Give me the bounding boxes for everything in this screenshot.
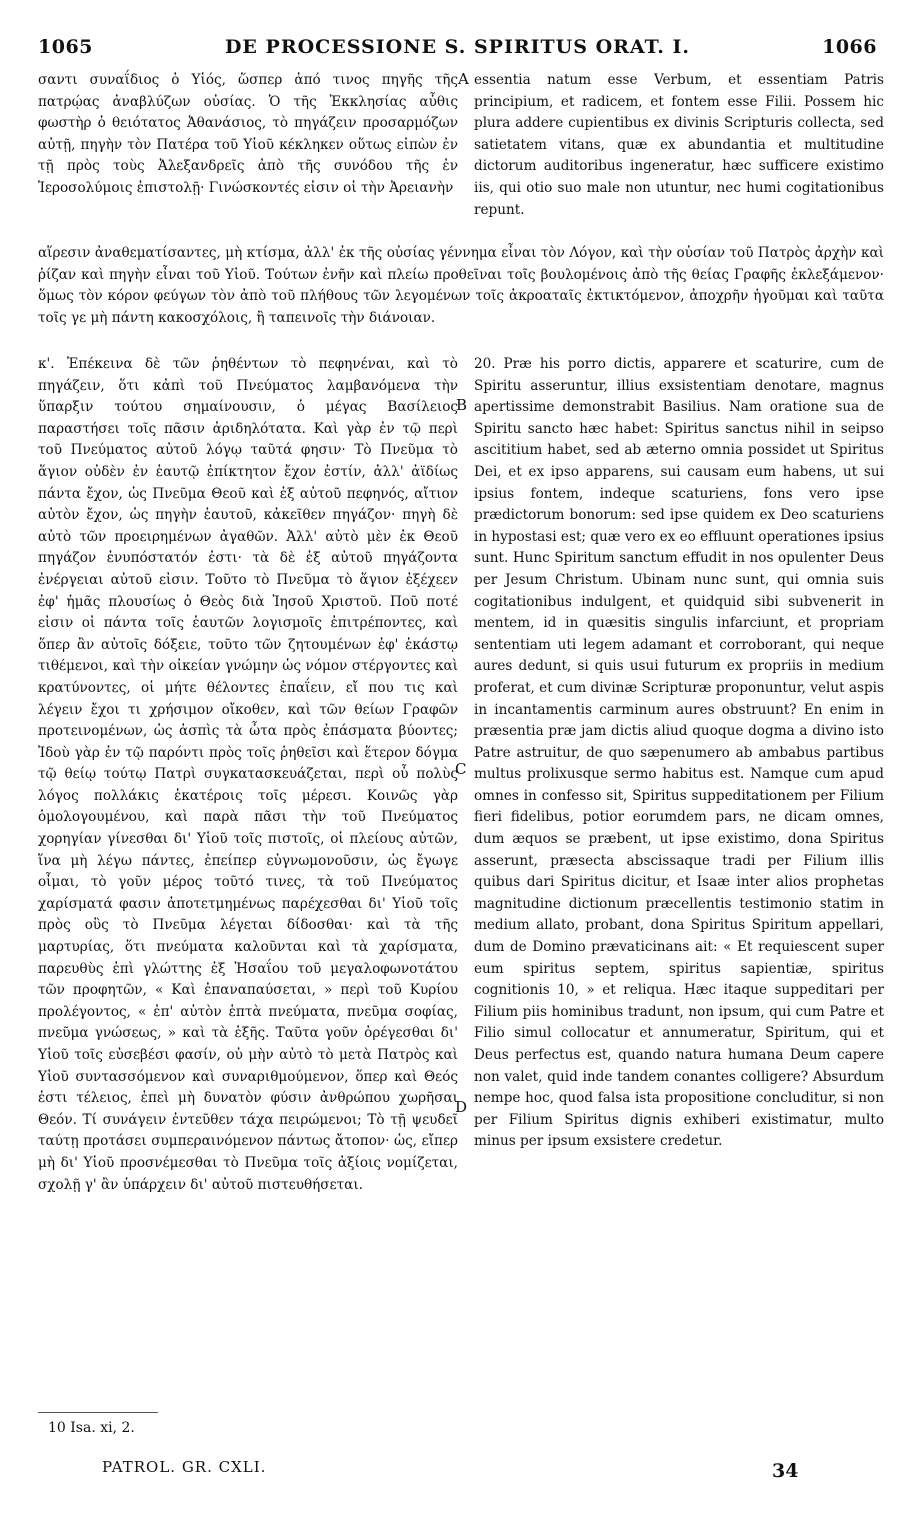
section-marker-d: D [455,1098,468,1116]
greek-text-top: σαντι συναΐδιος ὁ Υἱός, ὥσπερ ἀπό τινος πηγῆς τῆς πατρῴας ἀναβλύζων οὐσίας. Ὁ τῆς Ἐκκλησίας αὖθις φωστὴρ ὁ θειότατος Ἀθανάσιος, τὸ πηγάζειν προσαρμόζων αὐτῇ, πηγὴν τὸν Πατέρα τοῦ Υἱοῦ κέκληκεν οὕτως εἰπὼν ἐν τῇ πρὸς τοὺς Ἀλεξανδρεῖς ἀπὸ τῆς συνόδου τῆς ἐν Ἱεροσολύμοις ἐπιστολῇ· Γινώσκοντές εἰσιν οἱ τὴν Ἀρειανὴν [38,72,458,196]
page-number-left: 1065 [38,36,93,58]
latin-text-top: essentia natum esse Verbum, et essentiam Patris principium, et radicem, et fontem esse Filii. Possem hic plura addere cupientibus ex divinis Scripturis collecta, sed satietatem vitans, quæ ex abundantia et multitudine dictorum auditoribus ingeneratur, hæc sufficere existimo iis, qui otio suo male non utuntur, nec humi cogitationibus repunt. [474,72,884,218]
page-number-right: 1066 [822,36,877,58]
footnote: 10 Isa. xi, 2. [48,1420,135,1436]
section-marker-b: B [456,396,468,414]
section-marker-c: C [455,760,467,778]
greek-column: κ'. Ἐπέκεινα δὲ τῶν ῥηθέντων τὸ πεφηνέναι, καὶ τὸ πηγάζειν, ὅτι κἀπὶ τοῦ Πνεύματος λαμβανόμενα τὴν ὕπαρξιν τούτου σημαίνουσιν, ὁ μέγας Βασίλειος παραστήσει τοῖς πᾶσιν ἀριδηλότατα. Καὶ γὰρ ἐν τῷ περὶ τοῦ Πνεύματος αὐτοῦ λόγῳ ταῦτά φησιν· Τὸ Πνεῦμα τὸ ἅγιον οὐδὲν ἐν ἑαυτῷ ἐπίκτητον ἔχον ἐστίν, ἀλλ' ἀϊδίως πάντα ἔχον, ὡς Πνεῦμα Θεοῦ καὶ ἐξ αὐτοῦ πεφηνός, αἴτιον αὐτὸν ἔχον, ὡς πηγὴν ἑαυτοῦ, κἀκεῖθεν πηγάζον· πηγὴ δὲ αὐτὸ τῶν προειρημένων ἀγαθῶν. Ἀλλ' αὐτὸ μὲν ἐκ Θεοῦ πηγάζον ἐνυπόστατόν ἐστι· τὰ δὲ ἐξ αὐτοῦ πηγάζοντα ἐνέργειαι αὐτοῦ εἰσιν. Τοῦτο τὸ Πνεῦμα τὸ ἅγιον ἐξέχεεν ἐφ' ἡμᾶς πλουσίως ὁ Θεὸς διὰ Ἰησοῦ Χριστοῦ. Ποῦ ποτέ εἰσιν οἱ πάντα τοῖς ἑαυτῶν λογισμοῖς ἐπιτρέποντες, καὶ ὅπερ ἂν αὐτοῖς δόξειε, τοῦτο τῶν ζητουμένων ἐφ' ἑκάστῳ τιθέμενοι, καὶ τὴν οἰκείαν γνώμην ὡς νόμον στέργοντες καὶ κρατύνοντες, οἱ μήτε θέλοντες ἐπαΐειν, εἴ που τις καὶ λέγειν ἔχοι τι χρήσιμον οἴκοθεν, καὶ τῶν θείων Γραφῶν προτεινομένων, ὡς ἀσπὶς τὰ ὦτα πρὸς ἐπάσματα βύοντες; Ἰδοὺ γὰρ ἐν τῷ παρόντι πρὸς τοῖς ῥηθεῖσι καὶ ἕτερον δόγμα τῷ θείῳ τούτῳ Πατρὶ συγκατασκευάζεται, περὶ οὗ πολὺς λόγος πολλάκις ἑκατέροις τοῖς μέρεσι. Κοινῶς γὰρ ὁμολογουμένου, καὶ παρὰ πᾶσι τὴν τοῦ Πνεύματος χορηγίαν γίνεσθαι δι' Υἱοῦ τοῖς πιστοῖς, οἱ πλείους αὐτῶν, ἵνα μὴ λέγω πάντες, ἐπείπερ εὐγνωμονοῦσιν, ὡς ἔγωγε οἶμαι, τὸ γοῦν μέρος τοῦτό τινες, τὰ τοῦ Πνεύματος χαρίσματά φασιν ἀποτετμημένως παρέχεσθαι δι' Υἱοῦ τοῖς πρὸς οὓς τὸ Πνεῦμα λέγεται δίδοσθαι· καὶ τὰ τῆς μαρτυρίας, ὅτι πνεύματα καλοῦνται καὶ τὰ χαρίσματα, παρευθὺς ἐπὶ γλώττης ἐξ Ἡσαΐου τοῦ μεγαλοφωνοτάτου τῶν προφητῶν, « Καὶ ἐπαναπαύσεται, » περὶ τοῦ Κυρίου προλέγοντος, « ἐπ' αὐτὸν ἑπτὰ πνεύματα, πνεῦμα σοφίας, πνεῦμα γνώσεως, » καὶ τὰ ἑξῆς. Ταῦτα γοῦν ὀρέγεσθαι δι' Υἱοῦ τοῖς εὐσεβέσι φασίν, οὐ μὴν αὐτὸ τὸ μετὰ Πατρὸς καὶ Υἱοῦ συντασσόμενον καὶ συναριθμούμενον, ὅπερ καὶ Θεός ἐστι τέλειος, ἐπεὶ μὴ δυνατὸν φύσιν ἀνθρώπου χωρῆσαι Θεόν. Τί συνάγειν ἐντεῦθεν τάχα πειρώμενοι; Τὸ τῇ ψευδεῖ ταύτῃ προτάσει συμπεραινόμενον πάντως ἄτοπον· ὡς, εἴπερ μὴ δι' Υἱοῦ προσνέμεσθαι τὸ Πνεῦμα τοῖς ἀξίοις νομίζεται, σχολῇ γ' ἂν ὑπάρχειν δι' αὐτοῦ πιστευθήσεται. [38,356,458,1193]
signature-mark: PATROL. GR. CXLI. [102,1458,267,1476]
sheet-number: 34 [772,1460,799,1482]
latin-column: 20. Præ his porro dictis, apparere et scaturire, cum de Spiritu asseruntur, illius exsistentiam denotare, magnus apertissime demonstrabit Basilius. Nam oratione sua de Spiritu sancto hæc habet: Spiritus sanctus nihil in seipso ascititium habet, sed ab æterno omnia possidet ut Spiritus Dei, et ex ipso apparens, sui causam eum habens, ut sui ipsius fontem, indeque scaturiens, fons vero ipse prædictorum bonorum: sed ipse quidem ex Deo scaturiens in hypostasi est; quæ vero ex eo effluunt operationes ipsius sunt. Hunc Spiritum sanctum effudit in nos opulenter Deus per Jesum Christum. Ubinam nunc sunt, qui omnia suis cogitationibus indulgent, et quidquid sibi subvenerit in mentem, id in quæsitis singulis infarciunt, et propriam sententiam uti legem adamant et corroborant, qui neque aures dedunt, si quis usui futurum ex propriis in medium proferat, et cum divinæ Scripturæ proponuntur, velut aspis in incantamentis carminum aures obstruunt? En enim in præsentia præ jam dictis aliud quoque dogma a divino isto Patre astruitur, de quo sæpenumero ab ambabus partibus multus prolixusque sermo habitus est. Namque cum apud omnes in confesso sit, Spiritus suppeditationem per Filium fieri fidelibus, potior eorumdem pars, ne dicam omnes, dum æquos se præbent, ut ipse existimo, dona Spiritus asserunt, præsecta abscissaque tradi per Filium illis quibus dari Spiritus dicitur, et Isaæ inter alios prophetas magnitudine dictionum præcellentis testimonio statim in medium allato, probant, dona Spiritus Spiritum appellari, dum de Domino prævaticinans ait: « Et requiescent super eum spiritus septem, spiritus sapientiæ, spiritus cognitionis 10, » et reliqua. Hæc itaque suppeditari per Filium piis hominibus tradunt, non ipsum, qui cum Patre et Filio simul collocatur et annumeratur, Spiritum, qui et Deus perfectus est, quando natura humana Deum capere non valet, quid inde tandem conantes colligere? Absurdum nempe hoc, quod falsa ista propositione concluditur, si non per Filium Spiritus dignis exhiberi existimatur, multo minus per ipsum exsistere credetur. [474,356,885,1150]
footnote-divider [38,1412,158,1413]
running-title: DE PROCESSIONE S. SPIRITUS ORAT. I. [224,36,691,58]
page-header [38,36,877,62]
greek-text-fullwidth: αἵρεσιν ἀναθεματίσαντες, μὴ κτίσμα, ἀλλ' ἐκ τῆς οὐσίας γέννημα εἶναι τὸν Λόγον, καὶ τὴν οὐσίαν τοῦ Πατρὸς ἀρχὴν καὶ ῥίζαν καὶ πηγὴν εἶναι τοῦ Υἱοῦ. Τούτων ἐνῆν καὶ πλείω προθεῖναι τοῖς βουλομένοις ἀπὸ τῆς θείας Γραφῆς ἐκλεξάμενον· ὅμως τὸν κόρον φεύγων τὸν ἀπὸ τοῦ πλήθους τῶν λεγομένων τοῖς ἀκροαταῖς ἐκτικτόμενον, ἀποχρῆν ἡγοῦμαι καὶ ταῦτα τοῖς γε μὴ πάντη κακοσχόλοις, ἢ ταπεινοῖς τὴν διάνοιαν. [38,245,884,326]
section-marker-a: A [458,70,469,88]
